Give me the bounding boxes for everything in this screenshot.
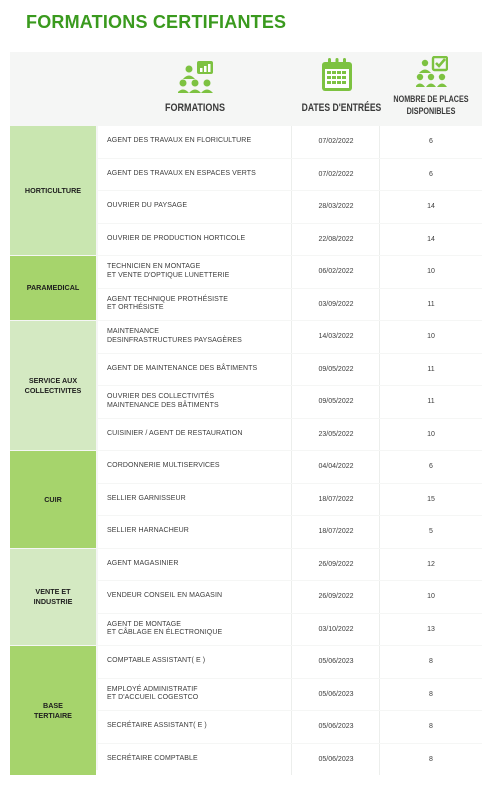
available-places: 6 xyxy=(429,138,433,146)
formation-name: MAINTENANCE DESINFRASTRUCTURES PAYSAGÈRES xyxy=(107,328,242,344)
category-cell xyxy=(10,321,96,450)
formation-name: COMPTABLE ASSISTANT( E ) xyxy=(107,657,206,665)
header-formations-label: FORMATIONS xyxy=(165,102,225,114)
table-row xyxy=(98,256,482,288)
table-row xyxy=(98,614,482,646)
category-label: BASE TERTIAIRE xyxy=(34,701,72,720)
entry-date: 09/05/2022 xyxy=(318,365,354,373)
formation-name: OUVRIER DU PAYSAGE xyxy=(107,202,188,210)
available-places: 5 xyxy=(429,528,433,536)
table-row xyxy=(98,224,482,256)
formation-name: SELLIER HARNACHEUR xyxy=(107,527,189,535)
entry-date: 18/07/2022 xyxy=(318,528,354,536)
table-row xyxy=(98,191,482,223)
available-places: 10 xyxy=(427,593,435,601)
formation-name: CORDONNERIE MULTISERVICES xyxy=(107,462,220,470)
formation-name: AGENT MAGASINIER xyxy=(107,559,179,567)
entry-date: 23/05/2022 xyxy=(318,430,354,438)
table-row xyxy=(98,646,482,678)
table-row xyxy=(98,159,482,191)
category-cell xyxy=(10,451,96,548)
people-chart-icon xyxy=(178,60,214,94)
entry-date: 06/02/2022 xyxy=(318,268,354,276)
available-places: 6 xyxy=(429,463,433,471)
table-row xyxy=(98,386,482,418)
table-row xyxy=(98,321,482,353)
formation-name: SECRÉTAIRE ASSISTANT( E ) xyxy=(107,722,207,730)
formation-name: AGENT DE MONTAGE ET CÂBLAGE EN ÉLECTRONIQUE xyxy=(107,620,223,637)
table-row xyxy=(98,679,482,711)
available-places: 6 xyxy=(429,170,433,178)
header-places xyxy=(380,52,482,126)
entry-date: 05/06/2023 xyxy=(318,755,354,763)
table-row xyxy=(98,451,482,483)
header-places-label-1: NOMBRE DE PLACES xyxy=(393,94,469,104)
entry-date: 22/08/2022 xyxy=(318,235,354,243)
entry-date: 03/10/2022 xyxy=(318,625,354,633)
header-dates-label: DATES D'ENTRÉES xyxy=(301,102,382,114)
entry-date: 26/09/2022 xyxy=(318,593,354,601)
table-row xyxy=(98,711,482,743)
formation-name: OUVRIER DE PRODUCTION HORTICOLE xyxy=(107,234,246,242)
available-places: 10 xyxy=(427,268,435,276)
header-formations xyxy=(98,52,292,126)
header-dates xyxy=(292,52,380,126)
table-row xyxy=(98,354,482,386)
table-row xyxy=(98,484,482,516)
available-places: 11 xyxy=(427,365,435,373)
formation-name: VENDEUR CONSEIL EN MAGASIN xyxy=(107,592,223,600)
entry-date: 05/06/2023 xyxy=(318,723,354,731)
formation-name: AGENT DES TRAVAUX EN FLORICULTURE xyxy=(107,137,252,145)
table-row xyxy=(98,549,482,581)
entry-date: 26/09/2022 xyxy=(318,560,354,568)
table-row xyxy=(98,581,482,613)
available-places: 8 xyxy=(429,755,433,763)
category-label: HORTICULTURE xyxy=(24,185,82,195)
available-places: 12 xyxy=(427,560,435,568)
table-row xyxy=(98,744,482,776)
category-cell xyxy=(10,646,96,775)
formation-name: EMPLOYÉ ADMINISTRATIF ET D'ACCUEIL COGESTCO xyxy=(107,685,199,702)
available-places: 8 xyxy=(429,658,433,666)
formation-name: OUVRIER DES COLLECTIVITÉS MAINTENANCE DES BÂTIMENTS xyxy=(107,393,219,409)
header-places-label-2: DISPONIBLES xyxy=(406,106,456,116)
category-label: SERVICE AUX COLLECTIVITES xyxy=(24,376,82,395)
category-label: CUIR xyxy=(44,494,62,504)
available-places: 14 xyxy=(427,235,435,243)
entry-date: 18/07/2022 xyxy=(318,495,354,503)
formation-name: CUISINIER / AGENT DE RESTAURATION xyxy=(107,429,243,437)
available-places: 11 xyxy=(427,300,435,308)
table-row xyxy=(98,126,482,158)
entry-date: 05/06/2023 xyxy=(318,658,354,666)
table-row xyxy=(98,289,482,321)
formation-name: TECHNICIEN EN MONTAGE ET VENTE D'OPTIQUE LUNETTERIE xyxy=(107,263,230,279)
people-checkbox-icon xyxy=(416,56,448,88)
entry-date: 14/03/2022 xyxy=(318,333,354,341)
page-title: FORMATIONS CERTIFIANTES xyxy=(26,12,287,32)
entry-date: 04/04/2022 xyxy=(318,463,354,471)
formation-name: AGENT DES TRAVAUX EN ESPACES VERTS xyxy=(107,169,256,177)
available-places: 15 xyxy=(427,495,435,503)
category-label: VENTE ET INDUSTRIE xyxy=(33,587,73,606)
available-places: 10 xyxy=(427,333,435,341)
category-cell xyxy=(10,126,96,255)
formation-name: AGENT DE MAINTENANCE DES BÂTIMENTS xyxy=(107,364,258,372)
entry-date: 28/03/2022 xyxy=(318,203,354,211)
calendar-icon xyxy=(321,58,353,92)
entry-date: 07/02/2022 xyxy=(318,170,354,178)
category-cell xyxy=(10,549,96,646)
formation-name: SELLIER GARNISSEUR xyxy=(107,494,186,502)
formation-name: SECRÉTAIRE COMPTABLE xyxy=(107,754,198,762)
entry-date: 09/05/2022 xyxy=(318,398,354,406)
available-places: 11 xyxy=(427,398,435,406)
entry-date: 03/09/2022 xyxy=(318,300,354,308)
available-places: 10 xyxy=(427,430,435,438)
available-places: 13 xyxy=(427,625,435,633)
category-label: PARAMEDICAL xyxy=(26,283,80,293)
table-row xyxy=(98,516,482,548)
formation-name: AGENT TECHNIQUE PROTHÉSISTE ET ORTHÉSISTE xyxy=(107,295,229,312)
available-places: 8 xyxy=(429,723,433,731)
entry-date: 07/02/2022 xyxy=(318,138,354,146)
category-cell xyxy=(10,256,96,320)
available-places: 8 xyxy=(429,690,433,698)
table-row xyxy=(98,419,482,451)
available-places: 14 xyxy=(427,203,435,211)
entry-date: 05/06/2023 xyxy=(318,690,354,698)
